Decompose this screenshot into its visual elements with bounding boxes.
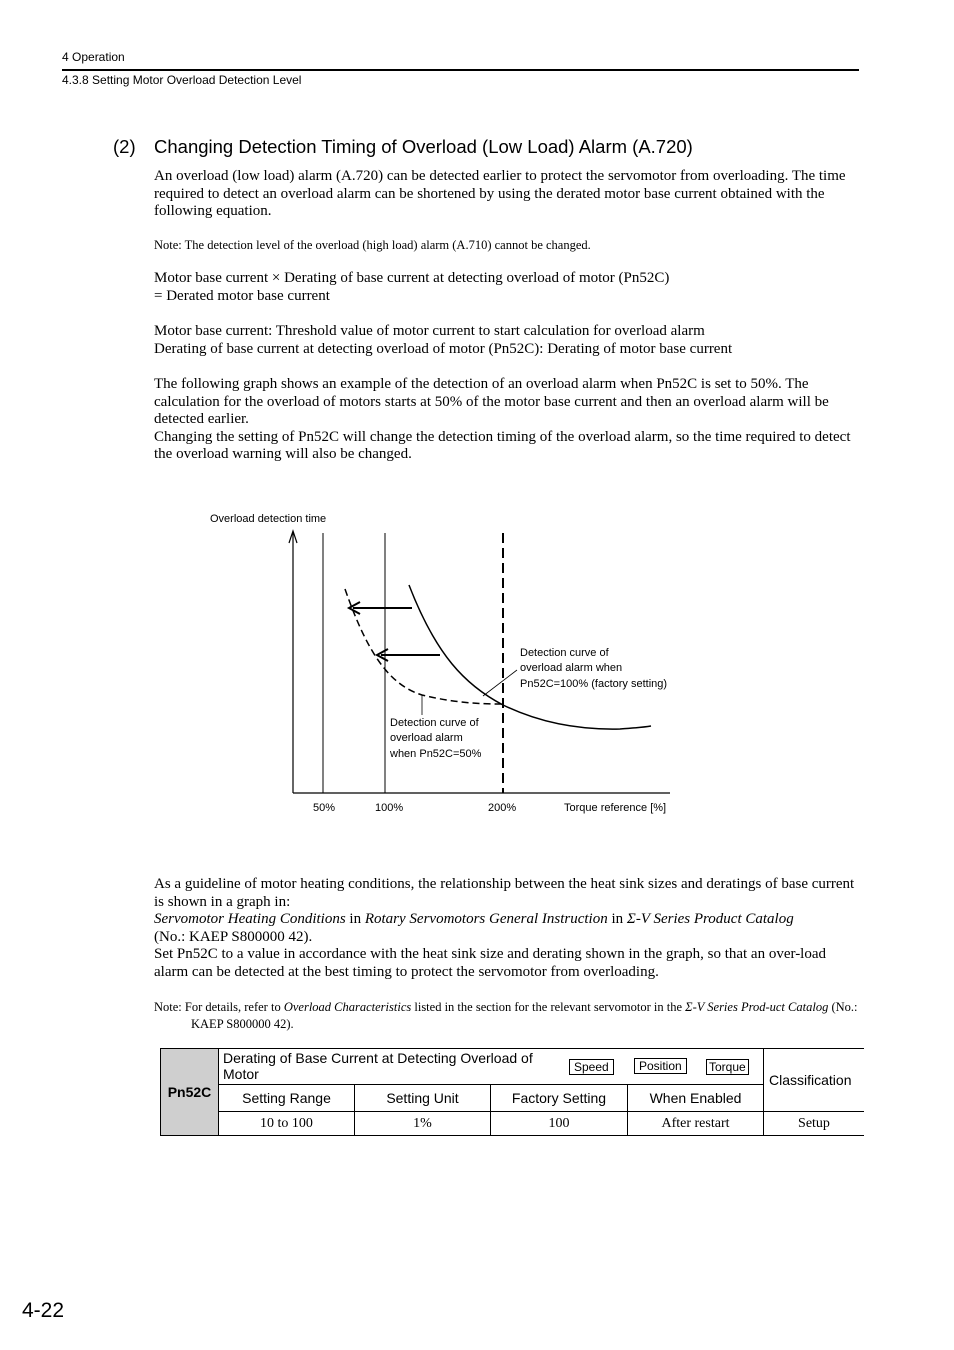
- ref-product-catalog: Σ-V Series Product Catalog: [626, 911, 794, 928]
- solid-curve-label-3: Pn52C=100% (factory setting): [520, 678, 668, 690]
- header-when-enabled: When Enabled: [628, 1085, 764, 1112]
- value-setting-range: 10 to 100: [219, 1112, 355, 1136]
- intro-paragraph: An overload (low load) alarm (A.720) can be detected earlier to protect the servomotor from overloading. The time required to detect an overload alarm can be shortened by using the derated motor base current obtained with the following equation.: [154, 168, 846, 220]
- dashed-curve-label-1: Detection curve of: [390, 717, 479, 729]
- parameter-table: [160, 1048, 864, 1136]
- tag-torque: Torque: [706, 1059, 749, 1075]
- x-tick-50: 50%: [313, 802, 336, 814]
- value-setting-unit: 1%: [355, 1112, 491, 1136]
- page-number: 4-22: [22, 1299, 65, 1322]
- value-classification: Setup: [764, 1112, 865, 1136]
- guideline-p2: Set Pn52C to a value in accordance with the heat sink size and derating shown in the graph, so that an over-load alarm can be detected at the best timing to protect the servomotor from overloading.: [154, 946, 827, 980]
- note2-catalog: Σ-V Series Prod-uct Catalog: [685, 1000, 829, 1014]
- parameter-title-cell: [219, 1049, 764, 1085]
- header-factory-setting: Factory Setting: [491, 1085, 628, 1112]
- definition-derating: Derating of base current at detecting overload of motor (Pn52C): Derating of motor base current: [154, 340, 733, 357]
- x-tick-100: 100%: [375, 802, 404, 814]
- note2-overload-characteristics: Overload Characteristics: [283, 1000, 412, 1014]
- guideline-catalog-number: (No.: KAEP S800000 42).: [154, 928, 313, 945]
- graph-intro-p1: The following graph shows an example of the detection of an overload alarm when Pn52C is set to 50%. The calculation for the overload of motors starts at 50% of the motor base current and then an overload alarm will be detected earlier.: [154, 376, 829, 428]
- overload-detection-chart: [200, 505, 700, 825]
- note2-suffix: (No.: KAEP S800000 42).: [191, 1000, 858, 1031]
- ref-heating-conditions: Servomotor Heating Conditions: [154, 911, 346, 928]
- note2-middle: listed in the section for the relevant servomotor in the: [411, 1000, 686, 1014]
- section-title: [113, 136, 693, 158]
- value-when-enabled: After restart: [628, 1112, 764, 1136]
- parameter-name-line1: Derating of Base Current at Detecting Overload of: [223, 1050, 533, 1066]
- classification-label: Classification: [764, 1049, 865, 1112]
- guideline-reference: [154, 911, 858, 929]
- guideline-p1: As a guideline of motor heating conditions, the relationship between the heat sink sizes and deratings of base current is shown in a graph in:: [154, 876, 855, 910]
- ref-in-2: in: [607, 911, 627, 928]
- parameter-id: Pn52C: [161, 1049, 219, 1136]
- section-number: (2): [113, 136, 136, 157]
- header-rule: [62, 69, 859, 71]
- ref-in-1: in: [345, 911, 365, 928]
- guideline-block: [154, 876, 858, 982]
- parameter-name-line2: Motor: [223, 1066, 259, 1082]
- solid-curve-label-1: Detection curve of: [520, 647, 609, 659]
- header-setting-unit: Setting Unit: [355, 1085, 491, 1112]
- parameter-name: [223, 1050, 553, 1082]
- graph-intro-block: [154, 376, 858, 464]
- header-setting-range: Setting Range: [219, 1085, 355, 1112]
- equation-line2: = Derated motor base current: [154, 287, 330, 304]
- dashed-curve-label-3: when Pn52C=50%: [390, 748, 482, 760]
- leader-solid: [483, 670, 517, 696]
- value-factory-setting: 100: [491, 1112, 628, 1136]
- definitions-block: [154, 323, 858, 358]
- note2-prefix: Note: For details, refer to: [154, 1000, 284, 1014]
- tag-position: Position: [634, 1058, 687, 1074]
- tag-speed: Speed: [569, 1059, 614, 1075]
- note-high-load: Note: The detection level of the overload (high load) alarm (A.710) cannot be changed.: [154, 238, 591, 252]
- definition-base-current: Motor base current: Threshold value of motor current to start calculation for overload alarm: [154, 323, 705, 339]
- x-tick-200: 200%: [488, 802, 517, 814]
- ref-general-instruction: Rotary Servomotors General Instruction: [364, 911, 608, 928]
- y-axis-label: Overload detection time: [210, 513, 327, 525]
- graph-intro-p2: Changing the setting of Pn52C will change the detection timing of the overload alarm, so the time required to detect the overload warning will also be changed.: [154, 428, 851, 463]
- note-details: [154, 999, 858, 1033]
- curve-pn52c-50: [345, 589, 503, 704]
- chapter-header: 4 Operation: [62, 50, 125, 64]
- dashed-curve-label-2: overload alarm: [390, 732, 463, 744]
- section-title-text: Changing Detection Timing of Overload (Low Load) Alarm (A.720): [154, 136, 693, 157]
- equation-block: [154, 270, 858, 305]
- equation-line1: Motor base current × Derating of base current at detecting overload of motor (Pn52C): [154, 270, 670, 286]
- section-header: 4.3.8 Setting Motor Overload Detection Level: [62, 73, 302, 87]
- solid-curve-label-2: overload alarm when: [520, 662, 623, 674]
- x-axis-label: Torque reference [%]: [564, 802, 667, 814]
